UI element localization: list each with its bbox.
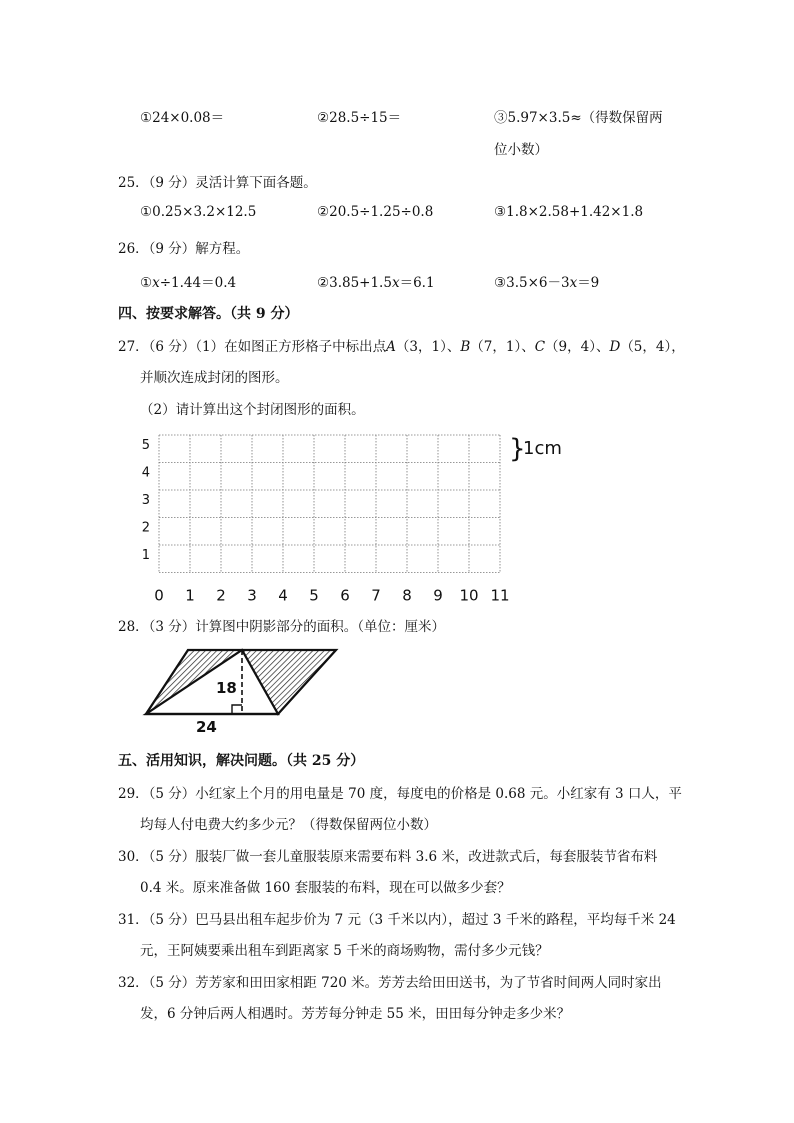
q25-item-3: ③1.8×2.58+1.42×1.8 xyxy=(494,204,644,220)
y-tick-label: 2 xyxy=(141,520,150,536)
x-tick-label: 4 xyxy=(278,586,288,603)
q26-title: 26．（9 分）解方程。 xyxy=(118,241,250,257)
grid-lines xyxy=(159,435,500,573)
q27-line2: 并顺次连成封闭的图形。 xyxy=(140,370,289,386)
q29-line1: 29．（5 分）小红家上个月的用电量是 70 度，每度电的价格是 0.68 元。小红家有 3 口人，平 xyxy=(118,786,682,802)
y-tick-label: 4 xyxy=(141,465,150,481)
q26-item-1: ①x÷1.44＝0.4 xyxy=(140,275,237,291)
x-tick-label: 3 xyxy=(247,586,257,603)
base-label: 24 xyxy=(196,718,217,736)
q26-item-3: ③3.5×6－3x＝9 xyxy=(494,275,600,291)
q24-item-2: ②28.5÷15＝ xyxy=(317,110,402,126)
q24-item-1: ①24×0.08＝ xyxy=(140,110,225,126)
x-tick-label: 9 xyxy=(433,586,443,603)
grid-x-axis-labels xyxy=(154,587,509,604)
y-tick-label: 1 xyxy=(141,548,150,563)
q28-parallelogram-figure xyxy=(138,644,348,740)
q27-line3: （2）请计算出这个封闭图形的面积。 xyxy=(140,402,365,418)
x-tick-label: 0 xyxy=(154,586,164,603)
q24-item-3-line1: ③5.97×3.5≈（得数保留两 xyxy=(494,110,663,126)
unit-brace: } xyxy=(509,434,526,464)
q27-line1: 27．（6 分）（1）在如图正方形格子中标出点A（3，1）、B（7，1）、C（9，4）、D（5，4）， xyxy=(118,339,685,355)
q30-line2: 0.4 米。原来准备做 160 套服装的布料，现在可以做多少套？ xyxy=(140,880,511,896)
x-tick-label: 8 xyxy=(402,586,412,603)
q27-grid-figure xyxy=(130,425,590,603)
x-tick-label: 7 xyxy=(371,586,381,603)
q32-line2: 发，6 分钟后两人相遇时。芳芳每分钟走 55 米，田田每分钟走多少米？ xyxy=(140,1006,571,1022)
grid-y-axis-labels xyxy=(142,438,150,563)
q26-item-2: ②3.85+1.5x＝6.1 xyxy=(317,275,435,291)
x-tick-label: 1 xyxy=(185,586,195,603)
q24-item-3-line2: 位小数） xyxy=(494,142,548,158)
q28-title: 28．（3 分）计算图中阴影部分的面积。（单位：厘米） xyxy=(118,619,446,635)
q31-line1: 31．（5 分）巴马县出租车起步价为 7 元（3 千米以内），超过 3 千米的路程，平均每千米 24 xyxy=(118,912,676,928)
q25-item-2: ②20.5÷1.25÷0.8 xyxy=(317,204,434,220)
q30-line1: 30．（5 分）服装厂做一套儿童服装原来需要布料 3.6 米，改进款式后，每套服装节省布料 xyxy=(118,849,658,865)
height-label: 18 xyxy=(216,679,237,697)
q32-line1: 32．（5 分）芳芳家和田田家相距 720 米。芳芳去给田田送书，为了节省时间两人同时家出 xyxy=(118,975,662,991)
q29-line2: 均每人付电费大约多少元？（得数保留两位小数） xyxy=(140,817,437,833)
x-tick-label: 6 xyxy=(340,586,350,603)
x-tick-label: 5 xyxy=(309,586,319,603)
q31-line2: 元，王阿姨要乘出租车到距离家 5 千米的商场购物，需付多少元钱？ xyxy=(140,943,549,959)
x-tick-label: 2 xyxy=(216,586,226,603)
q25-item-1: ①0.25×3.2×12.5 xyxy=(140,204,257,220)
q25-title: 25．（9 分）灵活计算下面各题。 xyxy=(118,175,317,191)
y-tick-label: 3 xyxy=(141,493,150,508)
y-tick-label: 5 xyxy=(141,438,150,453)
section-5-heading: 五、活用知识，解决问题。（共 25 分） xyxy=(118,753,365,769)
unit-label: 1cm xyxy=(523,438,562,459)
x-tick-label: 11 xyxy=(490,586,510,603)
x-tick-label: 10 xyxy=(459,586,479,603)
section-4-heading: 四、按要求解答。（共 9 分） xyxy=(118,306,299,322)
